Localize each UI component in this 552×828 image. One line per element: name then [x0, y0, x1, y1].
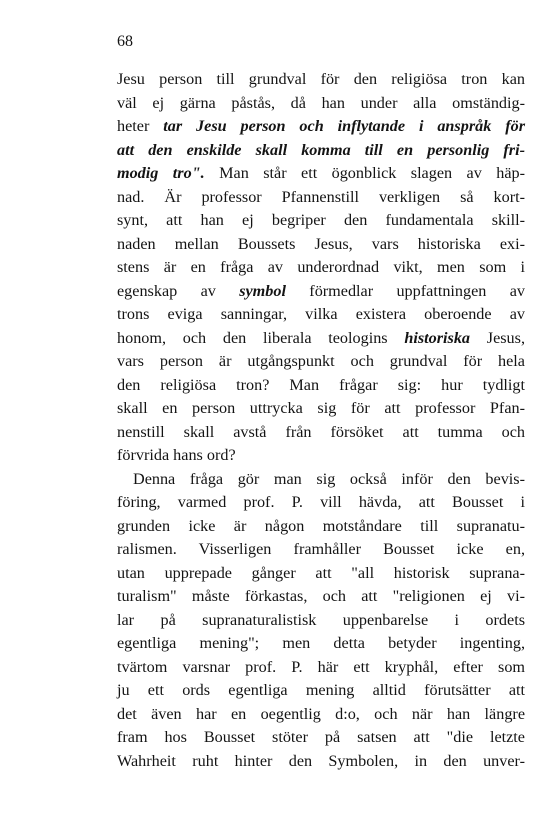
text-segment: Man står ett ögonblick slagen av häp-	[204, 164, 525, 182]
text-line	[117, 327, 525, 351]
text-line	[117, 280, 525, 304]
text-line	[117, 703, 525, 727]
text-line	[117, 68, 525, 92]
text-segment: heter	[117, 117, 164, 135]
text-line	[117, 350, 525, 374]
text-segment: ju ett ords egentliga mening alltid förutsätter att	[117, 681, 525, 699]
text-segment: utan upprepade gånger att "all historisk suprana-	[117, 563, 525, 582]
text-line	[117, 515, 525, 539]
text-line	[117, 491, 525, 515]
text-segment: vars person är utgångspunkt och grundval för hela	[117, 352, 525, 370]
text-line	[117, 186, 525, 210]
text-segment: stens är en fråga av underordnad vikt, men som i	[117, 258, 525, 276]
text-line	[117, 256, 525, 280]
text-line	[117, 303, 525, 327]
text-segment: det även har en oegentlig d:o, och när han längre	[117, 704, 525, 723]
text-line	[117, 233, 525, 257]
text-segment: tvärtom varsnar prof. P. här ett kryphål, efter som	[117, 657, 525, 676]
text-segment: föring, varmed prof. P. vill hävda, att Bousset i	[117, 493, 525, 511]
text-line	[117, 538, 525, 562]
text-segment: Denna fråga gör man sig också inför den bevis-	[133, 469, 525, 488]
text-segment: egenskap av	[117, 281, 240, 300]
emphasized-text: symbol	[239, 281, 286, 300]
text-line	[117, 374, 525, 398]
text-line	[117, 162, 525, 186]
text-line	[117, 139, 525, 163]
body-text	[117, 68, 525, 773]
text-line	[117, 209, 525, 233]
text-line	[117, 726, 525, 750]
text-segment: Wahrheit ruht hinter den Symbolen, in den unver-	[117, 751, 525, 770]
text-segment: trons eviga sanningar, vilka existera oberoende av	[117, 305, 525, 323]
text-segment: naden mellan Boussets Jesus, vars historiska exi-	[117, 234, 525, 253]
text-segment: fram hos Bousset stöter på satsen att "die letzte	[117, 728, 525, 746]
emphasized-text: tar Jesu person och inflytande i anspråk för	[163, 117, 525, 135]
text-line	[117, 656, 525, 680]
text-segment: förmedlar uppfattningen av	[285, 281, 525, 300]
text-line	[117, 750, 525, 774]
text-segment: egentliga mening"; men detta betyder ingenting,	[117, 634, 525, 652]
text-line	[117, 585, 525, 609]
text-segment: den religiösa tron? Man frågar sig: hur tydligt	[117, 375, 525, 394]
page-number: 68	[117, 33, 133, 50]
emphasized-text: historiska	[404, 328, 471, 347]
text-line	[117, 115, 525, 139]
emphasized-text: att den enskilde skall komma till en personlig fri-	[117, 140, 525, 159]
text-segment: synt, att han ej begriper den fundamentala skill-	[117, 211, 525, 229]
text-segment: nenstill skall avstå från försöket att tumma och	[117, 422, 525, 441]
text-line	[117, 444, 525, 468]
text-segment: ralismen. Visserligen framhåller Bousset icke en,	[117, 540, 525, 558]
text-segment: grunden icke är någon motståndare till supranatu-	[117, 516, 525, 535]
text-segment: nad. Är professor Pfannenstill verkligen så kort-	[117, 187, 525, 206]
text-segment: Jesus,	[470, 328, 525, 347]
text-segment: lar på supranaturalistisk uppenbarelse i ordets	[117, 610, 525, 629]
text-segment: väl ej gärna påstås, då han under alla omständig-	[117, 93, 525, 112]
text-segment: Jesu person till grundval för den religiösa tron kan	[117, 70, 525, 88]
text-line	[117, 562, 525, 586]
text-line	[117, 421, 525, 445]
emphasized-text: modig tro".	[117, 164, 205, 182]
text-segment: skall en person uttrycka sig för att professor Pfan-	[117, 399, 525, 417]
text-line	[117, 632, 525, 656]
text-line	[117, 92, 525, 116]
text-segment: turalism" måste förkastas, och att "religionen ej vi-	[117, 587, 525, 605]
text-line	[117, 468, 525, 492]
text-segment: honom, och den liberala teologins	[117, 328, 405, 347]
text-line	[117, 397, 525, 421]
text-line	[117, 679, 525, 703]
text-segment: förvrida hans ord?	[117, 446, 236, 464]
text-line	[117, 609, 525, 633]
